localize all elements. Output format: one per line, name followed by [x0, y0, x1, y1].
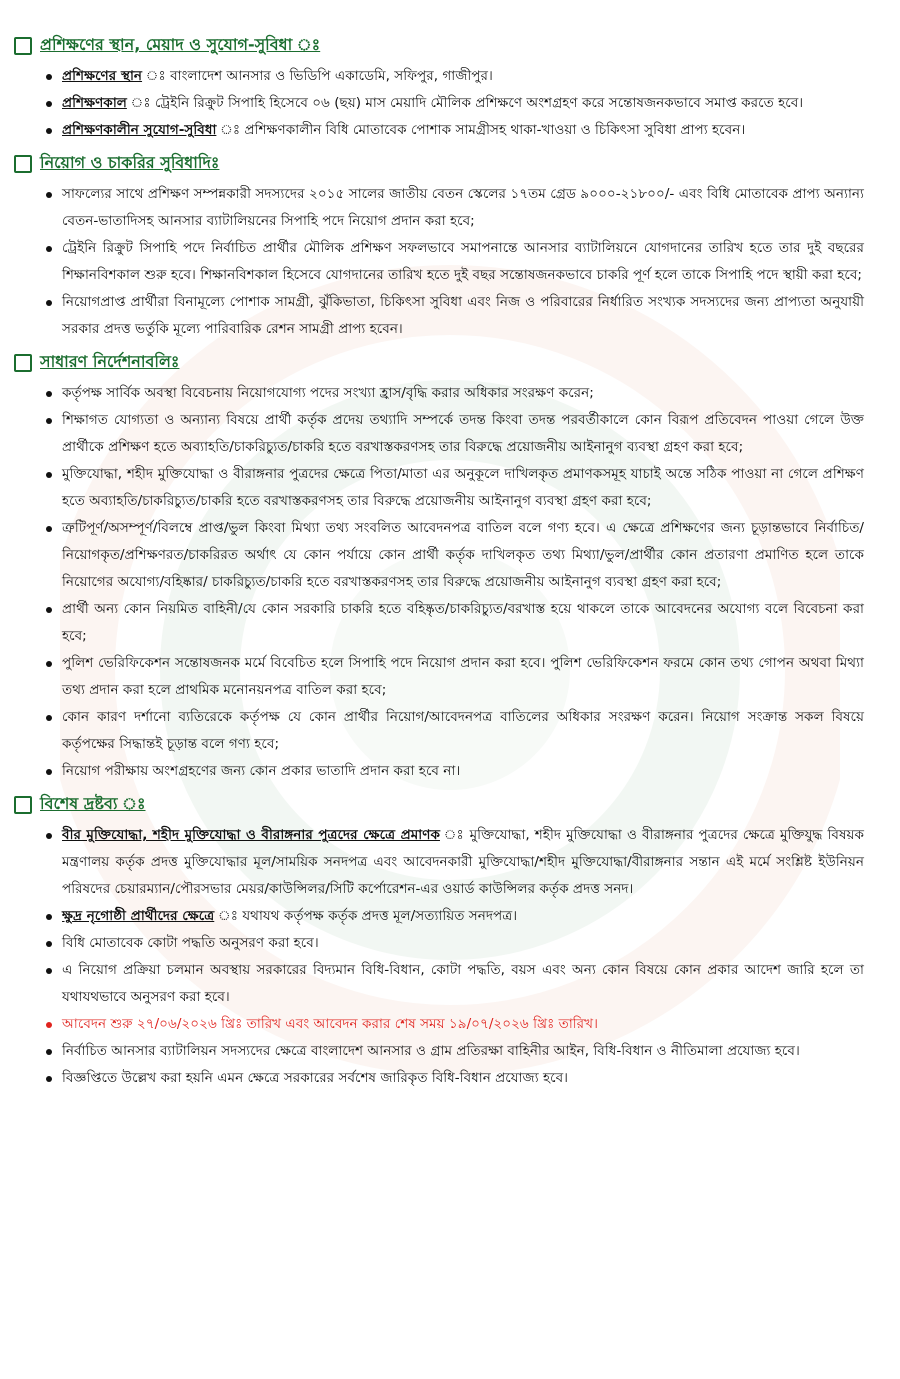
list-item: ত্রুটিপূর্ণ/অসম্পূর্ণ/বিলম্বে প্রাপ্ত/ভুল কিংবা মিথ্যা তথ্য সংবলিত আবেদনপত্র বাতিল বলে গণ্য হবে। এ ক্ষেত্রে প্রশিক্ষণের জন্য চূড়ান্তভাবে নির্বাচিত/নিয়োগকৃত/প্রশিক্ষণরত/চাকরিরত অর্থাৎ যে কোন পর্যায়ে কোন প্রার্থী কর্তৃক দাখিলকৃত তথ্য মিথ্যা/ভুল/প্রার্থীর কোন প্রতারণা প্রমাণিত হলে তাকে নিয়োগের অযোগ্য/বহিষ্কার/ চাকরিচ্যুত/চাকরি হতে বরখাস্তকরণসহ তার বিরুদ্ধে প্রয়োজনীয় আইনানুগ ব্যবস্থা গ্রহণ করা হবে; [40, 515, 864, 596]
list-item: পুলিশ ভেরিফিকেশন সন্তোষজনক মর্মে বিবেচিত হলে সিপাহি পদে নিয়োগ প্রদান করা হবে। পুলিশ ভেরিফিকেশন ফরমে কোন তথ্য গোপন অথবা মিথ্যা তথ্য প্রদান করা হলে প্রাথমিক মনোনয়নপত্র বাতিল করা হবে; [40, 650, 864, 704]
list-item: প্রশিক্ষণের স্থান ঃ বাংলাদেশ আনসার ও ভিডিপি একাডেমি, সফিপুর, গাজীপুর। [40, 63, 864, 90]
section-training [14, 32, 864, 144]
section-heading: নিয়োগ ও চাকরির সুবিধাদিঃ [14, 150, 864, 177]
list-item: নিয়োগপ্রাপ্ত প্রার্থীরা বিনামূল্যে পোশাক সামগ্রী, ঝুঁকিভাতা, চিকিৎসা সুবিধা এবং নিজ ও পরিবারের নির্ধারিত সংখ্যক সদস্যদের জন্য প্রাপ্যতা অনুযায়ী সরকার প্রদত্ত ভর্তুকি মূল্যে পারিবারিক রেশন সামগ্রী প্রাপ্য হবেন। [40, 289, 864, 343]
checkbox-icon [14, 155, 32, 173]
list-item: মুক্তিযোদ্ধা, শহীদ মুক্তিযোদ্ধা ও বীরাঙ্গনার পুত্রদের ক্ষেত্রে পিতা/মাতা এর অনুকূলে দাখিলকৃত প্রমাণকসমূহ যাচাই অন্তে সঠিক পাওয়া না গেলে প্রশিক্ষণ হতে অব্যাহতি/চাকরিচ্যুত/চাকরি হতে বরখাস্তকরণসহ তার বিরুদ্ধে প্রয়োজনীয় আইনানুগ ব্যবস্থা গ্রহণ করা হবে; [40, 461, 864, 515]
section-heading: বিশেষ দ্রষ্টব্য ঃ [14, 791, 864, 818]
list-item: প্রশিক্ষণকাল ঃ ট্রেইনি রিক্রুট সিপাহি হিসেবে ০৬ (ছয়) মাস মেয়াদি মৌলিক প্রশিক্ষণে অংশগ্রহণ করে সন্তোষজনকভাবে সমাপ্ত করতে হবে। [40, 90, 864, 117]
list-item: প্রশিক্ষণকালীন সুযোগ-সুবিধা ঃ প্রশিক্ষণকালীন বিধি মোতাবেক পোশাক সামগ্রীসহ থাকা-খাওয়া ও চিকিৎসা সুবিধা প্রাপ্য হবেন। [40, 117, 864, 144]
list-item: সাফল্যের সাথে প্রশিক্ষণ সম্পন্নকারী সদস্যদের ২০১৫ সালের জাতীয় বেতন স্কেলের ১৭তম গ্রেড ৯০০০-২১৮০০/- এবং বিধি মোতাবেক প্রাপ্য অন্যান্য বেতন-ভাতাদিসহ আনসার ব্যাটালিয়নের সিপাহি পদে নিয়োগ প্রদান করা হবে; [40, 181, 864, 235]
section-heading: প্রশিক্ষণের স্থান, মেয়াদ ও সুযোগ-সুবিধা ঃ [14, 32, 864, 59]
list-item: কোন কারণ দর্শানো ব্যতিরেকে কর্তৃপক্ষ যে কোন প্রার্থীর নিয়োগ/আবেদনপত্র বাতিলের অধিকার সংরক্ষণ করেন। নিয়োগ সংক্রান্ত সকল বিষয়ে কর্তৃপক্ষের সিদ্ধান্তই চূড়ান্ত বলে গণ্য হবে; [40, 704, 864, 758]
section-appointment-benefits [14, 150, 864, 343]
list-item: ট্রেইনি রিক্রুট সিপাহি পদে নির্বাচিত প্রার্থীর মৌলিক প্রশিক্ষণ সফলভাবে সমাপনান্তে আনসার ব্যাটালিয়নে যোগদানের তারিখ হতে তার দুই বছরের শিক্ষানবিশকাল শুরু হবে। শিক্ষানবিশকাল হিসেবে যোগদানের তারিখ হতে দুই বছর সন্তোষজনকভাবে চাকরি পূর্ণ হলে তাকে সিপাহি পদে স্থায়ী করা হবে; [40, 235, 864, 289]
checkbox-icon [14, 37, 32, 55]
checkbox-icon [14, 796, 32, 814]
list-item: বীর মুক্তিযোদ্ধা, শহীদ মুক্তিযোদ্ধা ও বীরাঙ্গনার পুত্রদের ক্ষেত্রে প্রমাণক ঃ মুক্তিযোদ্ধা, শহীদ মুক্তিযোদ্ধা ও বীরাঙ্গনার পুত্রদের ক্ষেত্রে মুক্তিযুদ্ধ বিষয়ক মন্ত্রণালয় কর্তৃক প্রদত্ত মুক্তিযোদ্ধার মূল/সাময়িক সনদপত্র এবং আবেদনকারী মুক্তিযোদ্ধা/শহীদ মুক্তিযোদ্ধা/বীরাঙ্গনার সন্তান এই মর্মে সংশ্লিষ্ট ইউনিয়ন পরিষদের চেয়ারম্যান/পৌরসভার মেয়র/কাউন্সিলর/সিটি কর্পোরেশন-এর ওয়ার্ড কাউন্সিলর কর্তৃক প্রদত্ত সনদ। [40, 822, 864, 903]
list-item: নির্বাচিত আনসার ব্যাটালিয়ন সদস্যদের ক্ষেত্রে বাংলাদেশ আনসার ও গ্রাম প্রতিরক্ষা বাহিনীর আইন, বিধি-বিধান ও নীতিমালা প্রযোজ্য হবে। [40, 1038, 864, 1065]
section-heading: সাধারণ নির্দেশনাবলিঃ [14, 349, 864, 376]
checkbox-icon [14, 354, 32, 372]
list-item: এ নিয়োগ প্রক্রিয়া চলমান অবস্থায় সরকারের বিদ্যমান বিধি-বিধান, কোটা পদ্ধতি, বয়স এবং অন্য কোন বিষয়ে কোন প্রকার আদেশ জারি হলে তা যথাযথভাবে অনুসরণ করা হবে। [40, 957, 864, 1011]
list-item: শিক্ষাগত যোগ্যতা ও অন্যান্য বিষয়ে প্রার্থী কর্তৃক প্রদেয় তথ্যাদি সম্পর্কে তদন্ত কিংবা তদন্ত পরবর্তীকালে কোন বিরূপ প্রতিবেদন পাওয়া গেলে উক্ত প্রার্থীকে প্রশিক্ষণ হতে অব্যাহতি/চাকরিচ্যুত/চাকরি হতে বরখাস্তকরণসহ তার বিরুদ্ধে প্রয়োজনীয় আইনানুগ ব্যবস্থা গ্রহণ করা হবে; [40, 407, 864, 461]
section-special-notes [14, 791, 864, 1092]
list-item: বিজ্ঞপ্তিতে উল্লেখ করা হয়নি এমন ক্ষেত্রে সরকারের সর্বশেষ জারিকৃত বিধি-বিধান প্রযোজ্য হবে। [40, 1065, 864, 1092]
list-item: বিধি মোতাবেক কোটা পদ্ধতি অনুসরণ করা হবে। [40, 930, 864, 957]
list-item: কর্তৃপক্ষ সার্বিক অবস্থা বিবেচনায় নিয়োগযোগ্য পদের সংখ্যা হ্রাস/বৃদ্ধি করার অধিকার সংরক্ষণ করেন; [40, 380, 864, 407]
list-item: প্রার্থী অন্য কোন নিয়মিত বাহিনী/যে কোন সরকারি চাকরি হতে বহিষ্কৃত/চাকরিচ্যুত/বরখাস্ত হয়ে থাকলে তাকে আবেদনের অযোগ্য বলে বিবেচনা করা হবে; [40, 596, 864, 650]
list-item: ক্ষুদ্র নৃগোষ্ঠী প্রার্থীদের ক্ষেত্রে ঃ যথাযথ কর্তৃপক্ষ কর্তৃক প্রদত্ত মূল/সত্যায়িত সনদপত্র। [40, 903, 864, 930]
list-item: নিয়োগ পরীক্ষায় অংশগ্রহণের জন্য কোন প্রকার ভাতাদি প্রদান করা হবে না। [40, 758, 864, 785]
section-general-instructions [14, 349, 864, 785]
application-deadline-item: আবেদন শুরু ২৭/০৬/২০২৬ খ্রিঃ তারিখ এবং আবেদন করার শেষ সময় ১৯/০৭/২০২৬ খ্রিঃ তারিখ। [40, 1011, 864, 1038]
